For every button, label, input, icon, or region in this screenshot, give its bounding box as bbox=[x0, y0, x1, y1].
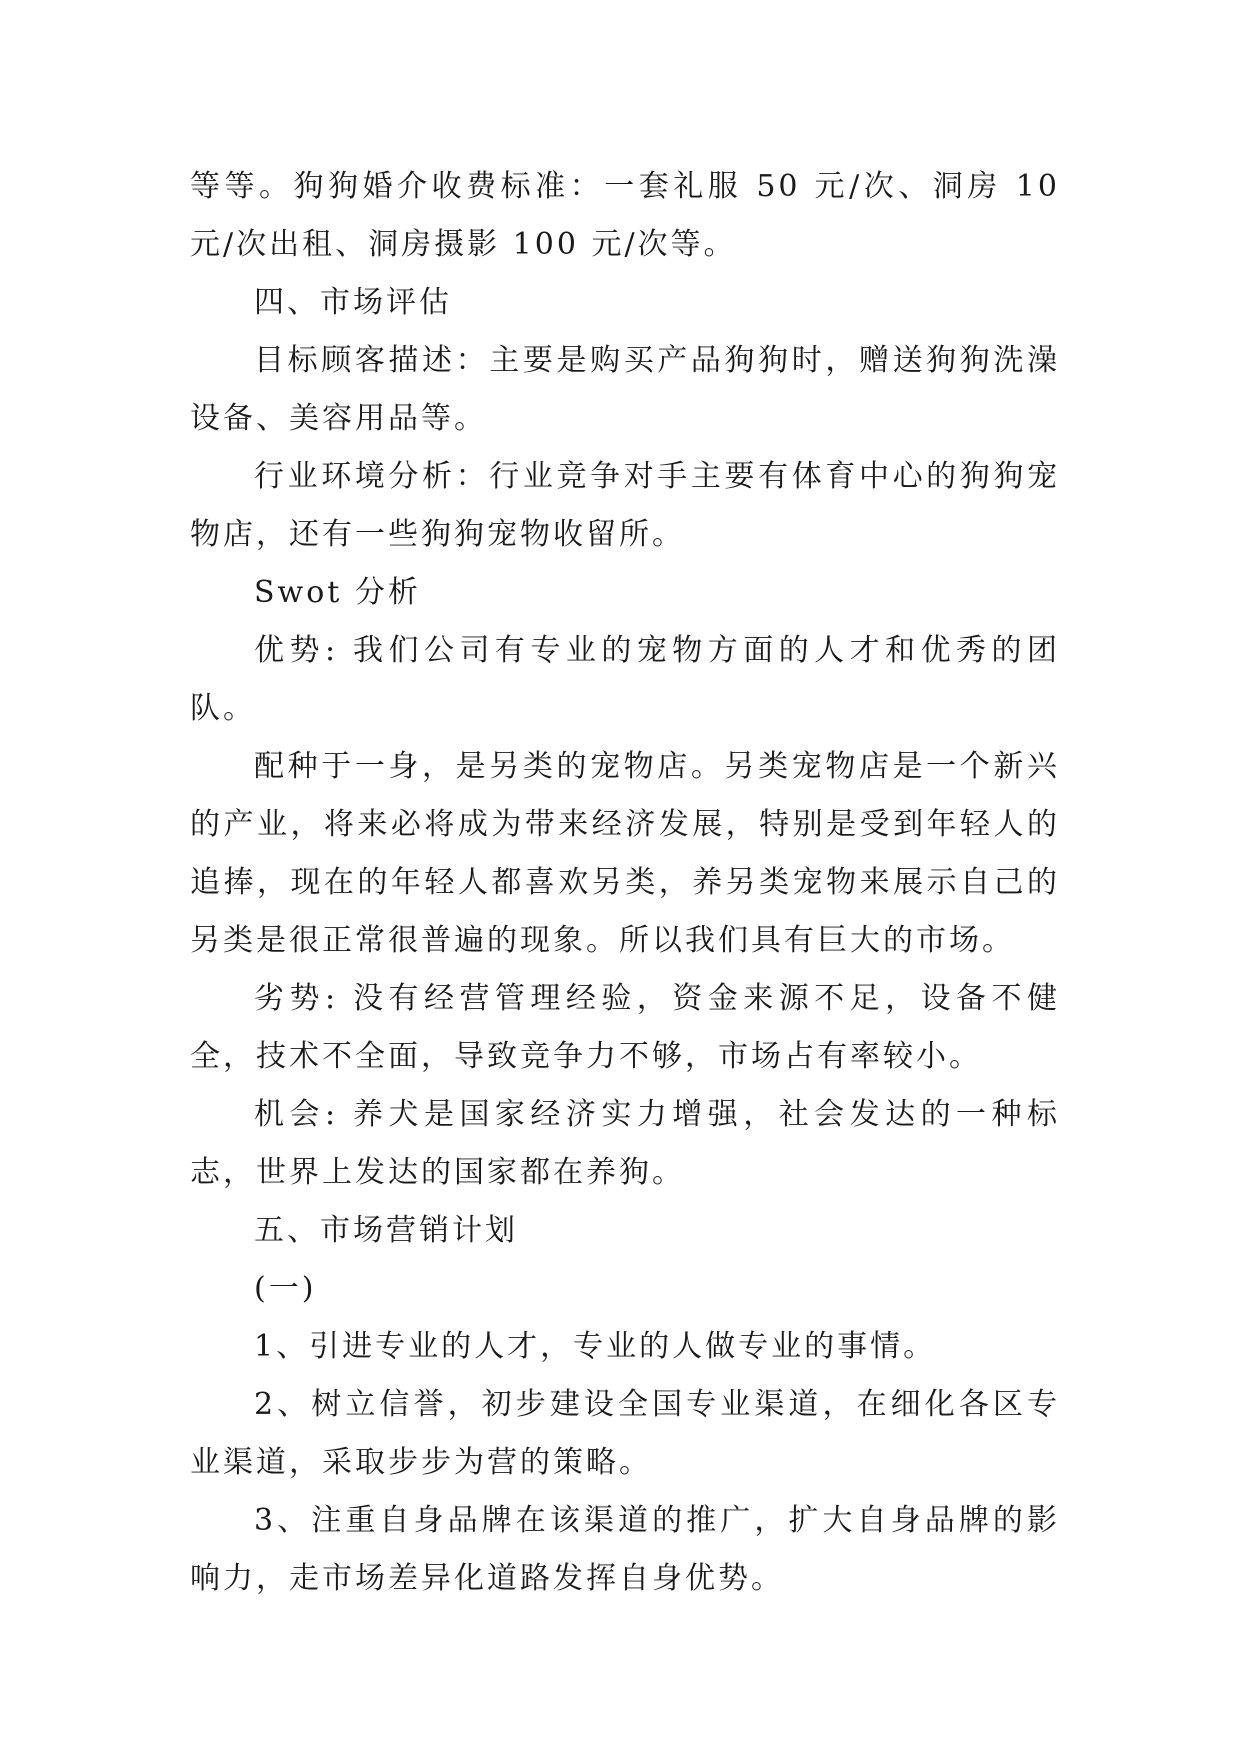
document-body bbox=[190, 158, 1060, 1608]
heading-market-assessment: 四、市场评估 bbox=[254, 285, 452, 320]
paragraph-strengths: 优势: 我们公司有专业的宠物方面的人才和优秀的团队。 bbox=[190, 633, 1060, 726]
heading-part-one: (一) bbox=[254, 1271, 317, 1306]
paragraph-strengths-detail: 配种于一身，是另类的宠物店。另类宠物店是一个新兴的产业，将来必将成为带来经济发展，特别是受到年轻人的追捧，现在的年轻人都喜欢另类，养另类宠物来展示自己的另类是很正常很普遍的现象。所以我们具有巨大的市场。 bbox=[190, 749, 1060, 958]
paragraph-opportunities: 机会: 养犬是国家经济实力增强，社会发达的一种标志，世界上发达的国家都在养狗。 bbox=[190, 1097, 1060, 1190]
paragraph-fee-standard: 等等。狗狗婚介收费标准：一套礼服 50 元/次、洞房 10 元/次出租、洞房摄影 100 元/次等。 bbox=[190, 169, 1060, 262]
heading-marketing-plan: 五、市场营销计划 bbox=[254, 1213, 518, 1248]
list-item-3: 3、注重自身品牌在该渠道的推广，扩大自身品牌的影响力，走市场差异化道路发挥自身优势。 bbox=[190, 1503, 1060, 1596]
list-item-2: 2、树立信誉，初步建设全国专业渠道，在细化各区专业渠道，采取步步为营的策略。 bbox=[190, 1387, 1060, 1480]
list-item-1: 1、引进专业的人才，专业的人做专业的事情。 bbox=[254, 1329, 937, 1364]
paragraph-target-customers: 目标顾客描述：主要是购买产品狗狗时，赠送狗狗洗澡设备、美容用品等。 bbox=[190, 343, 1060, 436]
paragraph-industry-analysis: 行业环境分析：行业竞争对手主要有体育中心的狗狗宠物店，还有一些狗狗宠物收留所。 bbox=[190, 459, 1060, 552]
paragraph-weaknesses: 劣势: 没有经营管理经验，资金来源不足，设备不健全，技术不全面，导致竞争力不够，市场占有率较小。 bbox=[190, 981, 1060, 1074]
heading-swot: Swot 分析 bbox=[254, 575, 421, 610]
